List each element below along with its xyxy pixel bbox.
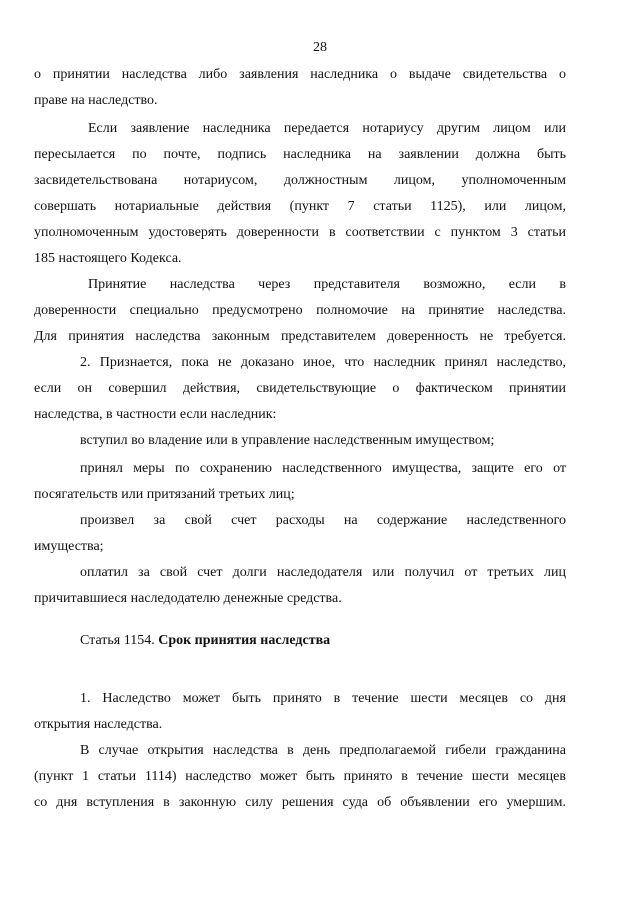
list-item xyxy=(34,560,566,612)
paragraph-clause-2 xyxy=(34,350,566,428)
text-line: Если заявление наследника передается нотариусу другим лицом или xyxy=(88,121,566,136)
text-line: со дня вступления в законную силу решения суда об объявлении его умершим. xyxy=(34,795,566,810)
text-line: о принятии наследства либо заявления наследника о выдаче свидетельства о xyxy=(34,67,566,82)
text-line: посягательств или притязаний третьих лиц; xyxy=(34,487,295,502)
list-item xyxy=(34,428,566,454)
text-line: уполномоченным удостоверять доверенности в соответствии с пунктом 3 статьи xyxy=(34,225,566,240)
text-line: наследства, в частности если наследник: xyxy=(34,407,277,422)
text-line: праве на наследство. xyxy=(34,93,158,108)
text-line: совершать нотариальные действия (пункт 7 статьи 1125), или лицом, xyxy=(34,199,566,214)
paragraph-presumed-death xyxy=(34,738,566,816)
list-item xyxy=(34,508,566,560)
text-line: вступил во владение или в управление наследственным имуществом; xyxy=(80,433,495,448)
text-line: оплатил за свой счет долги наследодателя или получил от третьих лиц xyxy=(80,565,566,580)
paragraph-representative xyxy=(34,272,566,350)
text-line: доверенности специально предусмотрено полномочие на принятие наследства. xyxy=(34,303,566,318)
text-line: (пункт 1 статьи 1114) наследство может быть принято в течение шести месяцев xyxy=(34,769,566,784)
article-number: Статья 1154. xyxy=(80,633,155,648)
text-line: если он совершил действия, свидетельствующие о фактическом принятии xyxy=(34,381,566,396)
article-heading xyxy=(80,633,330,649)
paragraph-continuation xyxy=(34,62,566,114)
text-line: 185 настоящего Кодекса. xyxy=(34,251,182,266)
text-line: пересылается по почте, подпись наследника на заявлении должна быть xyxy=(34,147,566,162)
text-line: причитавшиеся наследодателю денежные средства. xyxy=(34,591,342,606)
article-title: Срок принятия наследства xyxy=(158,633,331,648)
paragraph-article-clause-1 xyxy=(34,686,566,738)
page-number: 28 xyxy=(313,40,327,55)
text-line: имущества; xyxy=(34,539,104,554)
text-line: 1. Наследство может быть принято в течение шести месяцев со дня xyxy=(80,691,566,706)
text-line: принял меры по сохранению наследственного имущества, защите его от xyxy=(80,461,566,476)
text-line: Для принятия наследства законным представителем доверенность не требуется. xyxy=(34,329,566,344)
text-line: В случае открытия наследства в день предполагаемой гибели гражданина xyxy=(80,743,566,758)
paragraph-notarization xyxy=(34,116,566,272)
text-line: произвел за свой счет расходы на содержание наследственного xyxy=(80,513,566,528)
text-line: 2. Признается, пока не доказано иное, что наследник принял наследство, xyxy=(80,355,566,370)
text-line: Принятие наследства через представителя возможно, если в xyxy=(88,277,566,292)
list-item xyxy=(34,456,566,508)
text-line: открытия наследства. xyxy=(34,717,163,732)
text-line: засвидетельствована нотариусом, должностным лицом, уполномоченным xyxy=(34,173,566,188)
